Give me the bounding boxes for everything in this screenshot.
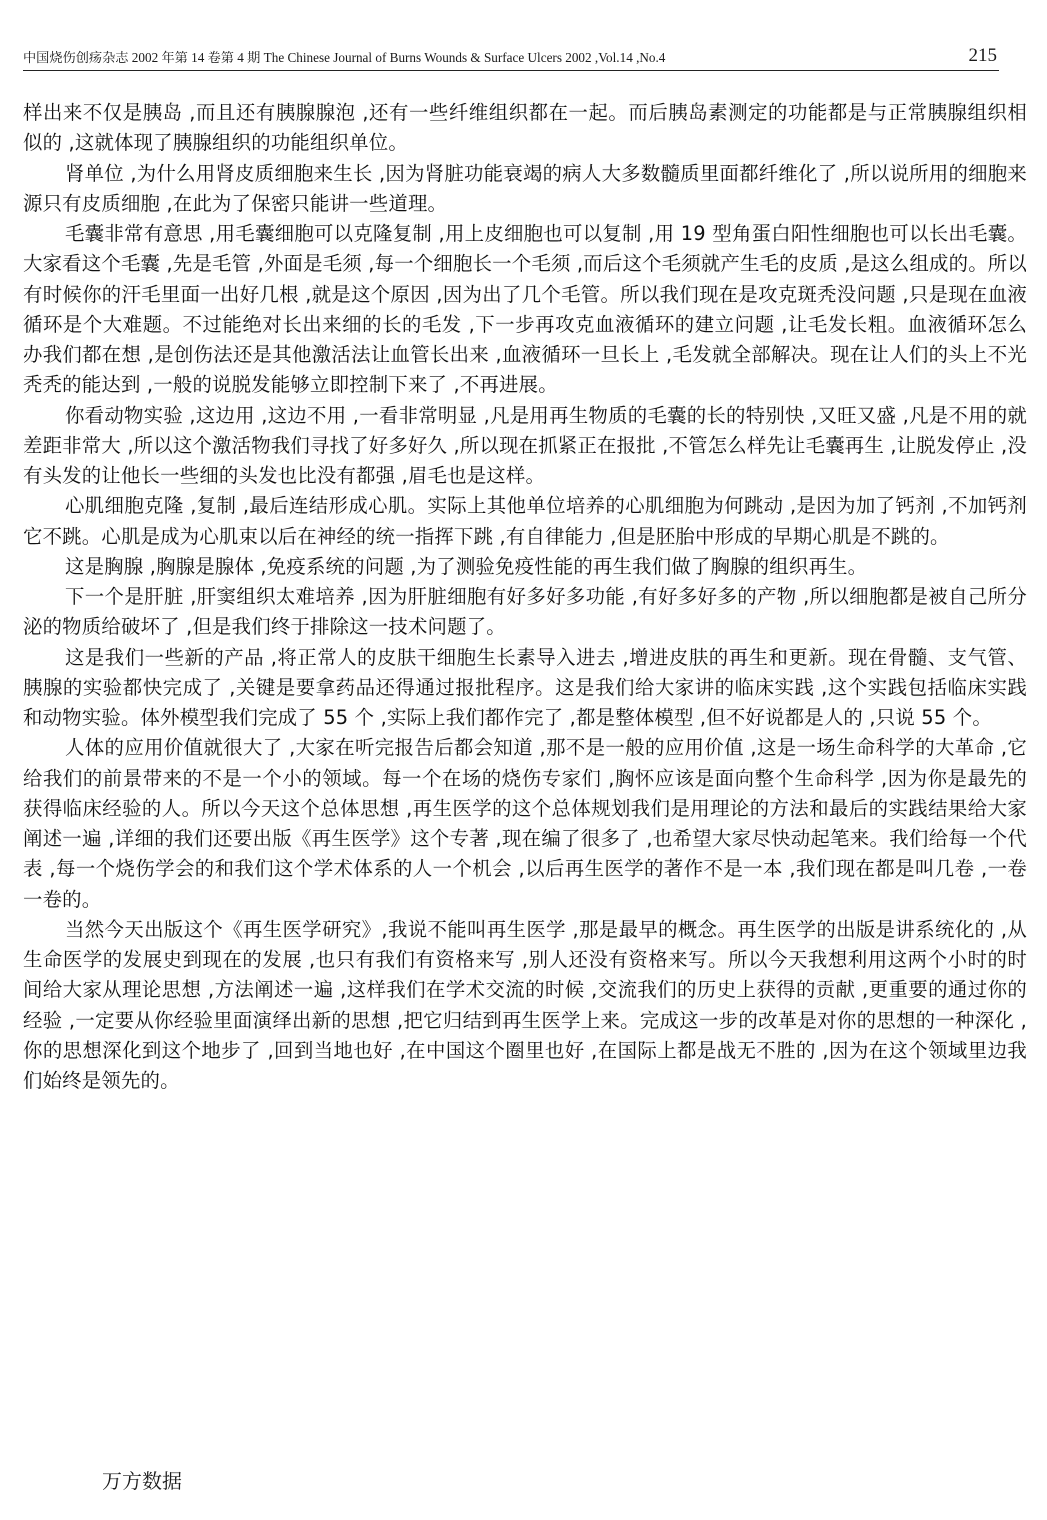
journal-citation: 中国烧伤创疡杂志 2002 年第 14 卷第 4 期 The Chinese Journal of Burns Wounds & Surface Ulcers 2002 ,Vol.14 ,No.4 [23,50,666,65]
paragraph: 这是胸腺 ,胸腺是腺体 ,免疫系统的问题 ,为了测验免疫性能的再生我们做了胸腺的组织再生。 [65,554,868,578]
paragraph: 心肌细胞克隆 ,复制 ,最后连结形成心肌。实际上其他单位培养的心肌细胞为何跳动 ,是因为加了钙剂 ,不加钙剂它不跳。心肌是成为心肌束以后在神经的统一指挥下跳 ,有自律能力 ,但是胚胎中形成的早期心肌是不跳的。 [23,494,1027,548]
paragraph: 样出来不仅是胰岛 ,而且还有胰腺腺泡 ,还有一些纤维组织都在一起。而后胰岛素测定的功能都是与正常胰腺组织相似的 ,这就体现了胰腺组织的功能组织单位。 [23,101,1027,155]
page-number: 215 [968,45,997,66]
watermark: 万方数据 [102,1469,182,1493]
paragraph: 当然今天出版这个《再生医学研究》,我说不能叫再生医学 ,那是最早的概念。再生医学的出版是讲系统化的 ,从生命医学的发展史到现在的发展 ,也只有我们有资格来写 ,别人还没有资格来写。所以今天我想利用这两个小时的时间给大家从理论思想 ,方法阐述一遍 ,这样我们在学术交流的时候 ,交流我们的历史上获得的贡献 ,更重要的通过你的经验 ,一定要从你经验里面演绎出新的思想 ,把它归结到再生医学上来。完成这一步的改革是对你的思想的一种深化 ,你的思想深化到这个地步了 ,回到当地也好 ,在中国这个圈里也好 ,在国际上都是战无不胜的 ,因为在这个领域里边我们始终是领先的。 [23,917,1027,1092]
paragraph: 你看动物实验 ,这边用 ,这边不用 ,一看非常明显 ,凡是用再生物质的毛囊的长的特别快 ,又旺又盛 ,凡是不用的就差距非常大 ,所以这个激活物我们寻找了好多好久 ,所以现在抓紧正在报批 ,不管怎么样先让毛囊再生 ,让脱发停止 ,没有头发的让他长一些细的头发也比没有都强 ,眉毛也是这样。 [23,403,1027,487]
article-body [23,98,1027,1096]
paragraph: 肾单位 ,为什么用肾皮质细胞来生长 ,因为肾脏功能衰竭的病人大多数髓质里面都纤维化了 ,所以说所用的细胞来源只有皮质细胞 ,在此为了保密只能讲一些道理。 [23,161,1027,215]
paragraph: 下一个是肝脏 ,肝窦组织太难培养 ,因为肝脏细胞有好多好多功能 ,有好多好多的产物 ,所以细胞都是被自己所分泌的物质给破坏了 ,但是我们终于排除这一技术问题了。 [23,585,1027,639]
running-header [23,46,999,71]
paragraph: 这是我们一些新的产品 ,将正常人的皮肤干细胞生长素导入进去 ,增进皮肤的再生和更新。现在骨髓、支气管、胰腺的实验都快完成了 ,关键是要拿药品还得通过报批程序。这是我们给大家讲的临床实践 ,这个实践包括临床实践和动物实验。体外模型我们完成了 55 个 ,实际上我们都作完了 ,都是整体模型 ,但不好说都是人的 ,只说 55 个。 [23,645,1027,729]
paragraph: 毛囊非常有意思 ,用毛囊细胞可以克隆复制 ,用上皮细胞也可以复制 ,用 19 型角蛋白阳性细胞也可以长出毛囊。大家看这个毛囊 ,先是毛管 ,外面是毛须 ,每一个细胞长一个毛须 ,而后这个毛须就产生毛的皮质 ,是这么组成的。所以有时候你的汗毛里面一出好几根 ,就是这个原因 ,因为出了几个毛管。所以我们现在是攻克斑秃没问题 ,只是现在血液循环是个大难题。不过能绝对长出来细的长的毛发 ,下一步再攻克血液循环的建立问题 ,让毛发长粗。血液循环怎么办我们都在想 ,是创伤法还是其他激活法让血管长出来 ,血液循环一旦长上 ,毛发就全部解决。现在让人们的头上不光秃秃的能达到 ,一般的说脱发能够立即控制下来了 ,不再进展。 [23,222,1027,397]
paragraph: 人体的应用价值就很大了 ,大家在听完报告后都会知道 ,那不是一般的应用价值 ,这是一场生命科学的大革命 ,它给我们的前景带来的不是一个小的领域。每一个在场的烧伤专家们 ,胸怀应该是面向整个生命科学 ,因为你是最先的获得临床经验的人。所以今天这个总体思想 ,再生医学的这个总体规划我们是用理论的方法和最后的实践结果给大家阐述一遍 ,详细的我们还要出版《再生医学》这个专著 ,现在编了很多了 ,也希望大家尽快动起笔来。我们给每一个代表 ,每一个烧伤学会的和我们这个学术体系的人一个机会 ,以后再生医学的著作不是一本 ,我们现在都是叫几卷 ,一卷一卷的。 [23,736,1027,911]
